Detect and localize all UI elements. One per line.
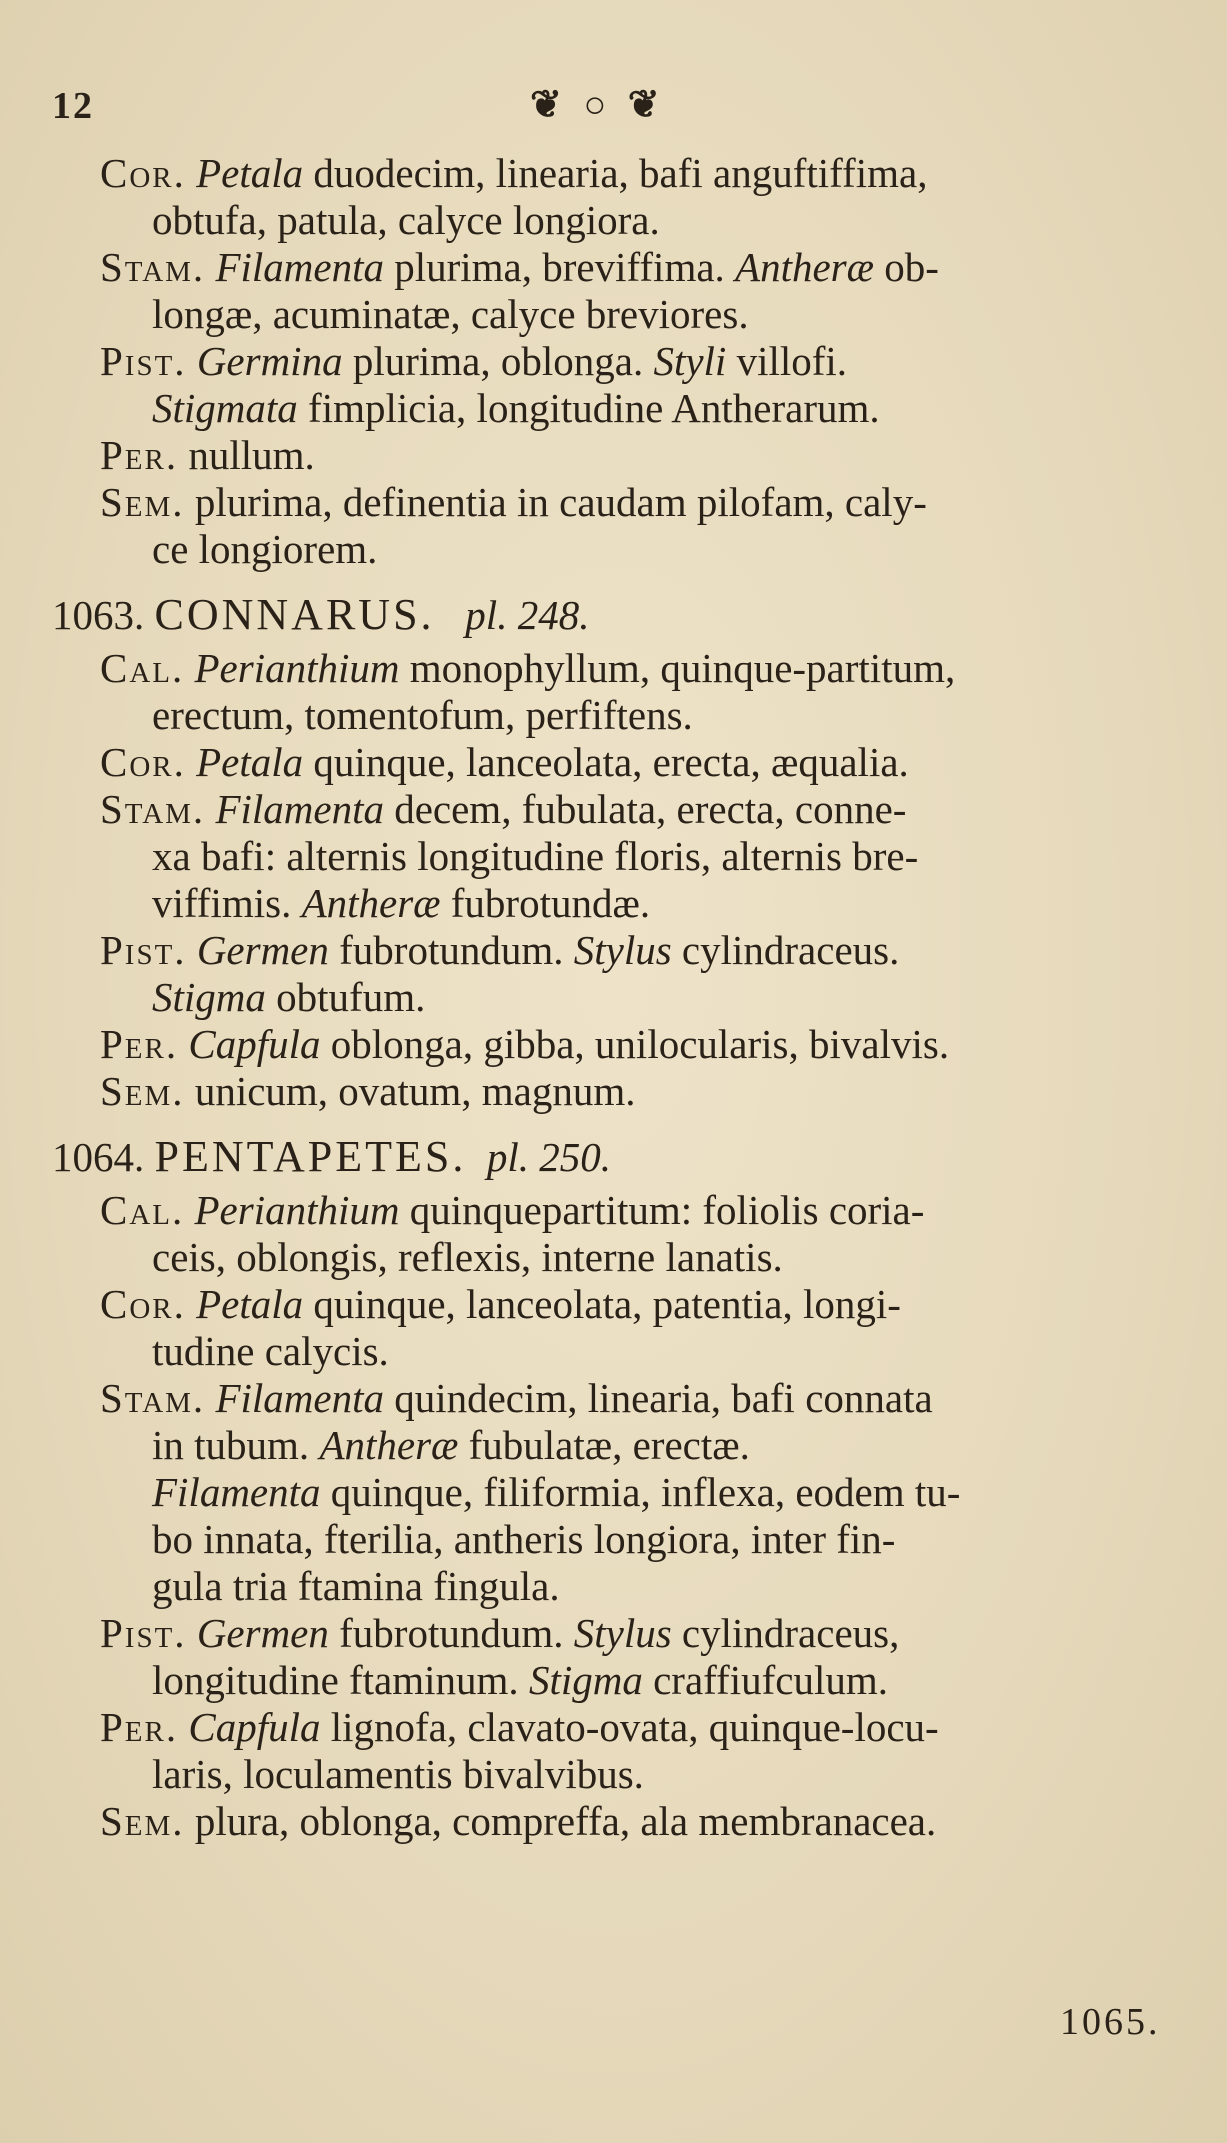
term: Filamenta bbox=[215, 244, 384, 290]
pist-line bbox=[100, 1610, 1160, 1657]
section-label: Cor. bbox=[100, 1281, 186, 1327]
text-line: xa bafi: alternis longitudine floris, alternis bre- bbox=[152, 833, 919, 879]
term: Styli bbox=[653, 338, 727, 384]
term: Capfula bbox=[188, 1021, 321, 1067]
text: cylindraceus. bbox=[671, 927, 900, 973]
text-line: gula tria ftamina fingula. bbox=[152, 1563, 560, 1609]
section-label: Pist. bbox=[100, 1610, 187, 1656]
section-label: Pist. bbox=[100, 927, 187, 973]
text: fubrotundum. bbox=[328, 1610, 574, 1656]
plate-reference: pl. 250. bbox=[486, 1134, 611, 1180]
text: plura, oblonga, compreffa, ala membranacea. bbox=[184, 1798, 937, 1844]
sem-line bbox=[100, 1068, 1160, 1115]
text: fubrotundum. bbox=[328, 927, 574, 973]
text: plurima, breviffima. bbox=[383, 244, 736, 290]
text-line: longæ, acuminatæ, calyce breviores. bbox=[152, 291, 749, 337]
per-line bbox=[100, 1704, 1160, 1751]
catchword: 1065. bbox=[1060, 2001, 1161, 2043]
text: viffimis. bbox=[152, 880, 302, 926]
term: Germen bbox=[196, 927, 329, 973]
text: quinque, lanceolata, patentia, longi- bbox=[303, 1281, 901, 1327]
text: plurima, oblonga. bbox=[342, 338, 654, 384]
text-line bbox=[100, 974, 1160, 1021]
text-line bbox=[100, 880, 1160, 927]
section-label: Stam. bbox=[100, 786, 206, 832]
section-label: Cor. bbox=[100, 150, 186, 196]
section-label: Sem. bbox=[100, 1798, 185, 1844]
genus-number: 1063. bbox=[52, 592, 155, 638]
text: in tubum. bbox=[152, 1422, 320, 1468]
section-label: Per. bbox=[100, 1021, 179, 1067]
per-line bbox=[100, 432, 1160, 479]
text: ob- bbox=[873, 244, 939, 290]
genus-connarus bbox=[52, 590, 1160, 1115]
term: Germina bbox=[196, 338, 343, 384]
term: Petala bbox=[196, 739, 304, 785]
text: obtufum. bbox=[265, 974, 426, 1020]
cor-line bbox=[100, 1281, 1160, 1328]
genus-name: CONNARUS. bbox=[154, 590, 435, 639]
text: longitudine ftaminum. bbox=[152, 1657, 529, 1703]
ornament-icon: ❦ ○ ❦ bbox=[530, 84, 666, 126]
text-line: tudine calycis. bbox=[152, 1328, 389, 1374]
section-label: Cor. bbox=[100, 739, 186, 785]
page-number: 12 bbox=[52, 85, 94, 127]
genus-heading bbox=[52, 591, 1160, 639]
pist-line bbox=[100, 338, 1160, 385]
text-line bbox=[100, 1422, 1160, 1469]
section-label: Stam. bbox=[100, 244, 206, 290]
text: villofi. bbox=[726, 338, 848, 384]
cal-line bbox=[100, 1187, 1160, 1234]
section-label: Per. bbox=[100, 432, 179, 478]
sem-line bbox=[100, 479, 1160, 526]
page-header bbox=[0, 78, 1227, 138]
term: Antheræ bbox=[735, 244, 874, 290]
text: plurima, definentia in caudam pilofam, caly- bbox=[184, 479, 927, 525]
term: Stigma bbox=[152, 974, 266, 1020]
text-line bbox=[100, 385, 1160, 432]
text: fimplicia, longitudine Antherarum. bbox=[297, 385, 880, 431]
text-line bbox=[100, 1657, 1160, 1704]
term: Capfula bbox=[188, 1704, 321, 1750]
section-label: Stam. bbox=[100, 1375, 206, 1421]
term: Filamenta bbox=[152, 1469, 321, 1515]
text: monophyllum, quinque-partitum, bbox=[399, 645, 956, 691]
text: quinque, filiformia, inflexa, eodem tu- bbox=[320, 1469, 961, 1515]
text: quinquepartitum: foliolis coria- bbox=[399, 1187, 925, 1233]
text: unicum, ovatum, magnum. bbox=[184, 1068, 636, 1114]
genus-name: PENTAPETES. bbox=[154, 1132, 467, 1181]
stam-line bbox=[100, 786, 1160, 833]
text: oblonga, gibba, unilocularis, bivalvis. bbox=[320, 1021, 950, 1067]
stam-line bbox=[100, 244, 1160, 291]
text-line: obtufa, patula, calyce longiora. bbox=[152, 197, 660, 243]
term: Stigma bbox=[528, 1657, 643, 1703]
term: Filamenta bbox=[215, 1375, 384, 1421]
text: fubrotundæ. bbox=[440, 880, 651, 926]
term: Antheræ bbox=[301, 880, 441, 926]
section-label: Cal. bbox=[100, 1187, 185, 1233]
genus-pentapetes bbox=[52, 1132, 1160, 1845]
text: cylindraceus, bbox=[671, 1610, 900, 1656]
term: Petala bbox=[196, 1281, 304, 1327]
text: nullum. bbox=[178, 432, 315, 478]
term: Petala bbox=[196, 150, 304, 196]
term: Germen bbox=[196, 1610, 329, 1656]
genus-heading bbox=[52, 1133, 1160, 1181]
section-label: Sem. bbox=[100, 479, 185, 525]
term: Perianthium bbox=[194, 1187, 400, 1233]
term: Stylus bbox=[573, 927, 672, 973]
text: quindecim, linearia, bafi connata bbox=[383, 1375, 933, 1421]
stam-line bbox=[100, 1375, 1160, 1422]
sem-line bbox=[100, 1798, 1160, 1845]
genus-number: 1064. bbox=[52, 1134, 155, 1180]
plate-reference: pl. 248. bbox=[465, 592, 590, 638]
pist-line bbox=[100, 927, 1160, 974]
section-label: Per. bbox=[100, 1704, 179, 1750]
page-body bbox=[52, 150, 1160, 1845]
text-line: erectum, tomentofum, perfiftens. bbox=[152, 692, 693, 738]
text-line bbox=[100, 1469, 1160, 1516]
section-label: Sem. bbox=[100, 1068, 185, 1114]
text: duodecim, linearia, bafi anguftiffima, bbox=[303, 150, 928, 196]
section-label: Cal. bbox=[100, 645, 185, 691]
term: Filamenta bbox=[215, 786, 384, 832]
term: Perianthium bbox=[194, 645, 400, 691]
cor-line bbox=[100, 150, 1160, 197]
text-line: ce longiorem. bbox=[152, 526, 378, 572]
text: craffiufculum. bbox=[642, 1657, 888, 1703]
section-label: Pist. bbox=[100, 338, 187, 384]
text-line: laris, loculamentis bivalvibus. bbox=[152, 1751, 644, 1797]
text: lignofa, clavato-ovata, quinque-locu- bbox=[320, 1704, 939, 1750]
text: quinque, lanceolata, erecta, æqualia. bbox=[303, 739, 909, 785]
text-line: bo innata, fterilia, antheris longiora, inter fin- bbox=[152, 1516, 896, 1562]
text: decem, fubulata, erecta, conne- bbox=[383, 786, 907, 832]
term: Stylus bbox=[573, 1610, 672, 1656]
term: Stigmata bbox=[152, 385, 298, 431]
prev-genus-description bbox=[100, 150, 1160, 573]
text: fubulatæ, erectæ. bbox=[458, 1422, 750, 1468]
term: Antheræ bbox=[319, 1422, 459, 1468]
per-line bbox=[100, 1021, 1160, 1068]
cal-line bbox=[100, 645, 1160, 692]
cor-line bbox=[100, 739, 1160, 786]
text-line: ceis, oblongis, reflexis, interne lanatis. bbox=[152, 1234, 783, 1280]
